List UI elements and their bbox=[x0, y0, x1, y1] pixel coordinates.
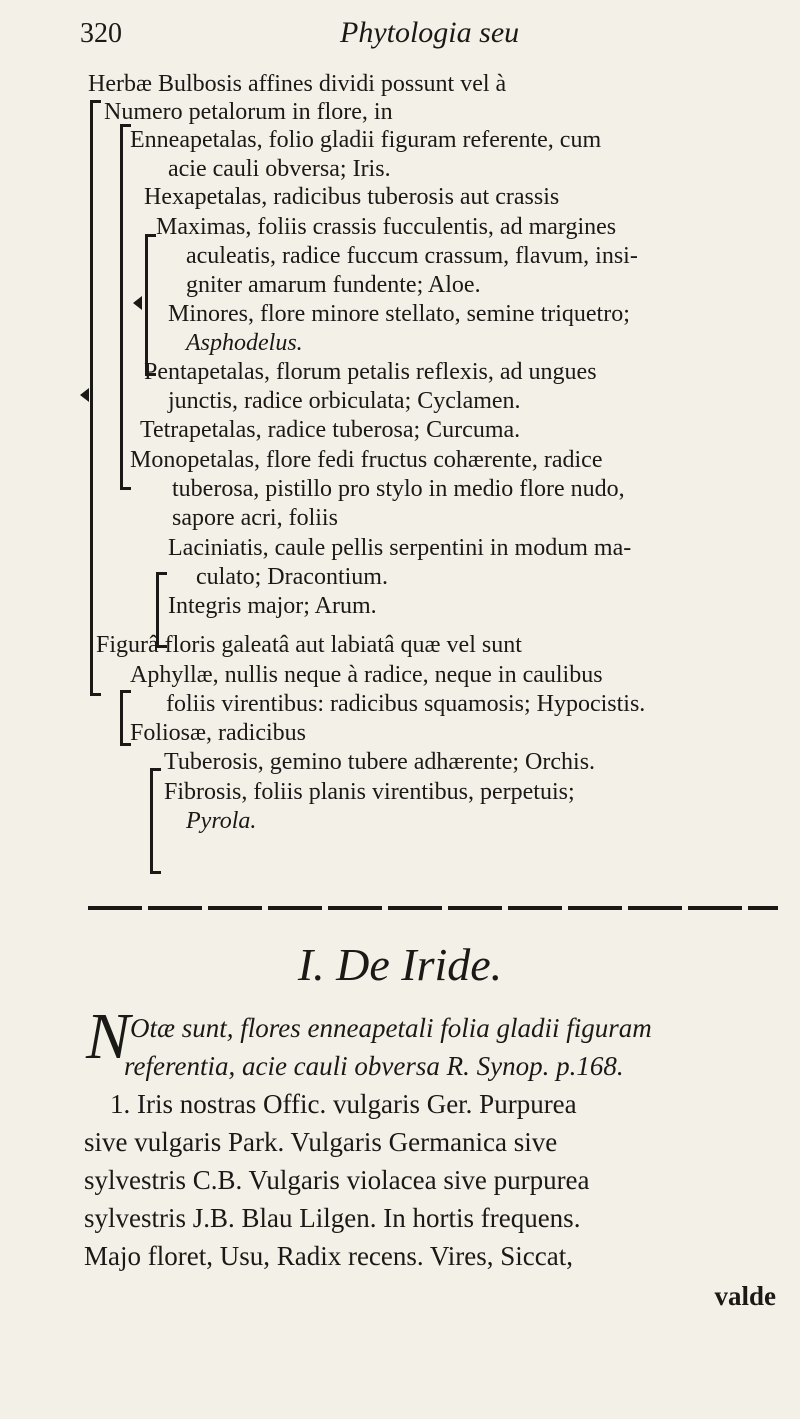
catchword: valde bbox=[714, 1281, 776, 1311]
synopsis-line: Minores, flore minore stellato, semine triquetro; bbox=[168, 301, 630, 327]
synopsis-line: Hexapetalas, radicibus tuberosis aut crassis bbox=[144, 184, 560, 210]
brace-level-2 bbox=[120, 124, 131, 490]
synopsis-line: aculeatis, radice fuccum crassum, flavum, insi- bbox=[186, 243, 638, 269]
synopsis-line: tuberosa, pistillo pro stylo in medio flore nudo, bbox=[172, 476, 625, 502]
body-line: sylvestris J.B. Blau Lilgen. In hortis frequens. bbox=[84, 1203, 581, 1233]
synopsis-line: Figurâ floris galeatâ aut labiatâ quæ vel sunt bbox=[96, 632, 522, 658]
synopsis-line: acie cauli obversa; Iris. bbox=[168, 156, 391, 182]
synopsis-line: Aphyllæ, nullis neque à radice, neque in caulibus bbox=[130, 662, 603, 688]
synopsis-line: Maximas, foliis crassis fucculentis, ad margines bbox=[156, 214, 617, 240]
synopsis-line: Fibrosis, foliis planis virentibus, perpetuis; bbox=[164, 779, 575, 805]
body-line: referentia, acie cauli obversa R. Synop. p.168. bbox=[124, 1051, 624, 1081]
brace-level-3c bbox=[150, 768, 161, 874]
drop-cap: N bbox=[86, 1000, 131, 1073]
brace-level-1 bbox=[90, 100, 101, 696]
synopsis-line: Laciniatis, caule pellis serpentini in modum ma- bbox=[168, 535, 632, 561]
brace-point bbox=[80, 388, 89, 402]
body-line: 1. Iris nostras Offic. vulgaris Ger. Purpurea bbox=[110, 1089, 577, 1119]
synopsis-line: Integris major; Arum. bbox=[168, 593, 377, 619]
brace-point bbox=[133, 296, 142, 310]
synopsis-line: Foliosæ, radicibus bbox=[130, 720, 307, 746]
synopsis-line: Numero petalorum in flore, in bbox=[104, 99, 393, 125]
body-line: sylvestris C.B. Vulgaris violacea sive purpurea bbox=[84, 1165, 590, 1195]
synopsis-line: gniter amarum fundente; Aloe. bbox=[186, 272, 481, 298]
page-number: 320 bbox=[80, 18, 122, 49]
synopsis-line: Monopetalas, flore fedi fructus cohærente, radice bbox=[130, 447, 603, 473]
synopsis-line: Enneapetalas, folio gladii figuram referente, cum bbox=[130, 127, 602, 153]
running-title: Phytologia seu bbox=[340, 16, 520, 49]
body-line: Majo floret, Usu, Radix recens. Vires, Siccat, bbox=[84, 1241, 574, 1271]
synopsis-line: Tuberosis, gemino tubere adhærente; Orchis. bbox=[164, 749, 596, 775]
synopsis-line: culato; Dracontium. bbox=[196, 564, 388, 590]
brace-level-3 bbox=[145, 234, 156, 376]
body-line: sive vulgaris Park. Vulgaris Germanica sive bbox=[84, 1127, 558, 1157]
body-line: Otæ sunt, flores enneapetali folia gladii figuram bbox=[130, 1013, 652, 1043]
ornamental-rule bbox=[88, 906, 778, 910]
section-title: I. De Iride. bbox=[297, 939, 503, 990]
synopsis-line: Tetrapetalas, radice tuberosa; Curcuma. bbox=[140, 417, 521, 443]
synopsis-line: Asphodelus. bbox=[186, 330, 303, 356]
synopsis-line: Pentapetalas, florum petalis reflexis, ad ungues bbox=[144, 359, 597, 385]
synopsis-line: sapore acri, foliis bbox=[172, 505, 338, 531]
synopsis-line: Herbæ Bulbosis affines dividi possunt vel à bbox=[88, 71, 507, 97]
synopsis-line: Pyrola. bbox=[186, 808, 257, 834]
synopsis-line: foliis virentibus: radicibus squamosis; Hypocistis. bbox=[166, 691, 646, 717]
synopsis-line: junctis, radice orbiculata; Cyclamen. bbox=[168, 388, 521, 414]
